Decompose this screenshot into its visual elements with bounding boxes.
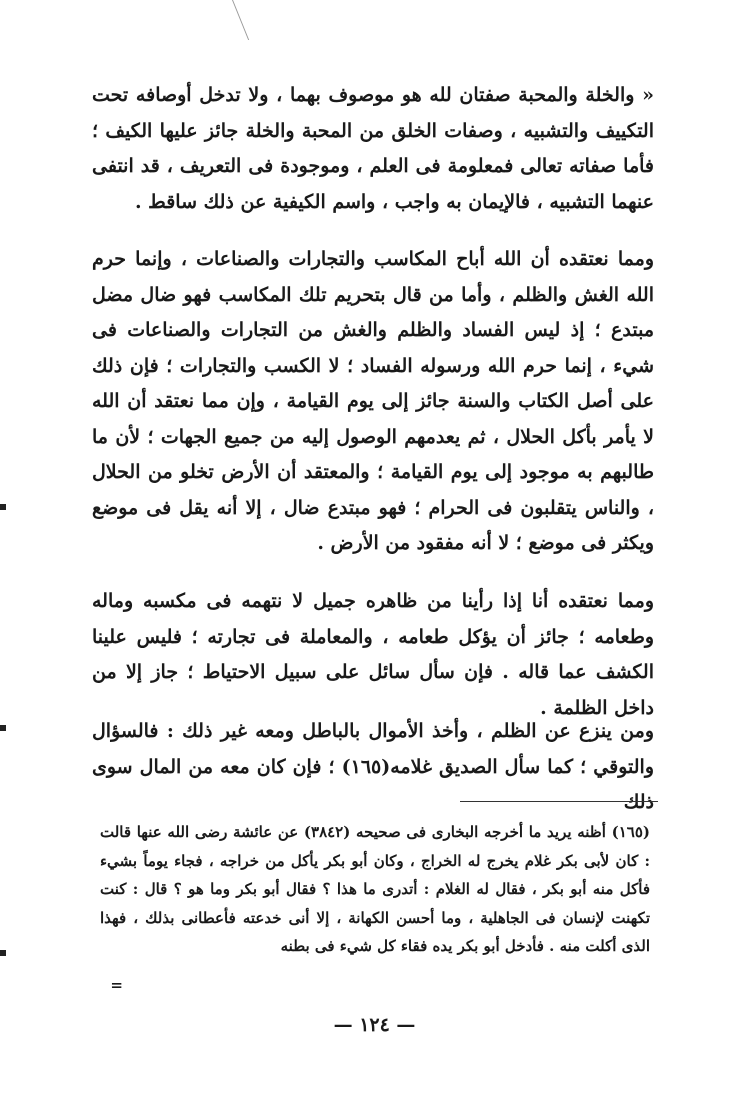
binding-mark	[0, 504, 6, 510]
footnote-text: (١٦٥) أظنه يريد ما أخرجه البخارى فى صحيحه (٣٨٤٢) عن عائشة رضى الله عنها قالت : كان لأبى بكر غلام يخرج له الخراج ، وكان أبو بكر يأكل من خراجه ، فجاء يوماً بشيء فأكل منه أبو بكر ، فقال له الغلام : أتدرى ما هذا ؟ فقال أبو بكر وما هو ؟ قال : كنت تكهنت لإنسان فى الجاهلية ، وما أحسن الكهانة ، إلا أنى خدعته فأعطانى بذلك ، فهذا الذى أكلت منه . فأدخل أبو بكر يده فقاء كل شيء فى بطنه	[100, 823, 650, 955]
footnote-165	[100, 818, 650, 961]
paragraph-text: « والخلة والمحبة صفتان لله هو موصوف بهما ، ولا تدخل أوصافه تحت التكييف والتشبيه ، وصفات الخلق من المحبة والخلة جائز عليها الكيف ؛ فأما صفاته تعالى فمعلومة فى العلم ، وموجودة فى التعريف ، قد انتفى عنهما التشبيه ، فالإيمان به واجب ، واسم الكيفية عن ذلك ساقط .	[92, 84, 654, 213]
footnote-divider	[460, 801, 658, 802]
paragraph-text: ومما نعتقده أن الله أباح المكاسب والتجارات والصناعات ، وإنما حرم الله الغش والظلم ، وأما من قال بتحريم تلك المكاسب فهو ضال مضل مبتدع ؛ إذ ليس الفساد والظلم والغش من التجارات والصناعات فى شيء ، إنما حرم الله ورسوله الفساد ؛ لا الكسب والتجارات ؛ فإن ذلك على أصل الكتاب والسنة جائز إلى يوم القيامة ، وإن مما نعتقد أن الله لا يأمر بأكل الحلال ، ثم يعدمهم الوصول إليه من جميع الجهات ؛ لأن ما طالبهم به موجود إلى يوم القيامة ؛ والمعتقد أن الأرض تخلو من الحلال ، والناس يتقلبون فى الحرام ؛ فهو مبتدع ضال ، إلا أنه يقل فى موضع ويكثر فى موضع ؛ لا أنه مفقود من الأرض .	[92, 248, 654, 554]
scan-artifact-line	[232, 0, 267, 40]
paragraph-dhulm	[92, 714, 654, 821]
binding-mark	[0, 725, 6, 731]
paragraph-makasib	[92, 242, 654, 562]
paragraph-text: ومما نعتقده أنا إذا رأينا من ظاهره جميل لا نتهمه فى مكسبه وماله وطعامه ؛ جائز أن يؤكل طعامه ، والمعاملة فى تجارته ؛ فليس علينا الكشف عما قاله . فإن سأل سائل على سبيل الاحتياط ؛ جاز إلا من داخل الظلمة .	[92, 590, 654, 719]
paragraph-text: ومن ينزع عن الظلم ، وأخذ الأموال بالباطل ومعه غير ذلك : فالسؤال والتوقي ؛ كما سأل الصديق غلامه(١٦٥) ؛ فإن كان معه من المال سوى ذلك	[92, 720, 655, 813]
footnote-continuation-mark: =	[110, 976, 123, 994]
page-number: — ١٢٤ —	[333, 1014, 416, 1036]
binding-mark	[0, 950, 6, 956]
paragraph-khulla-mahabba	[92, 78, 654, 220]
paragraph-dhahir-jamil	[92, 584, 654, 726]
